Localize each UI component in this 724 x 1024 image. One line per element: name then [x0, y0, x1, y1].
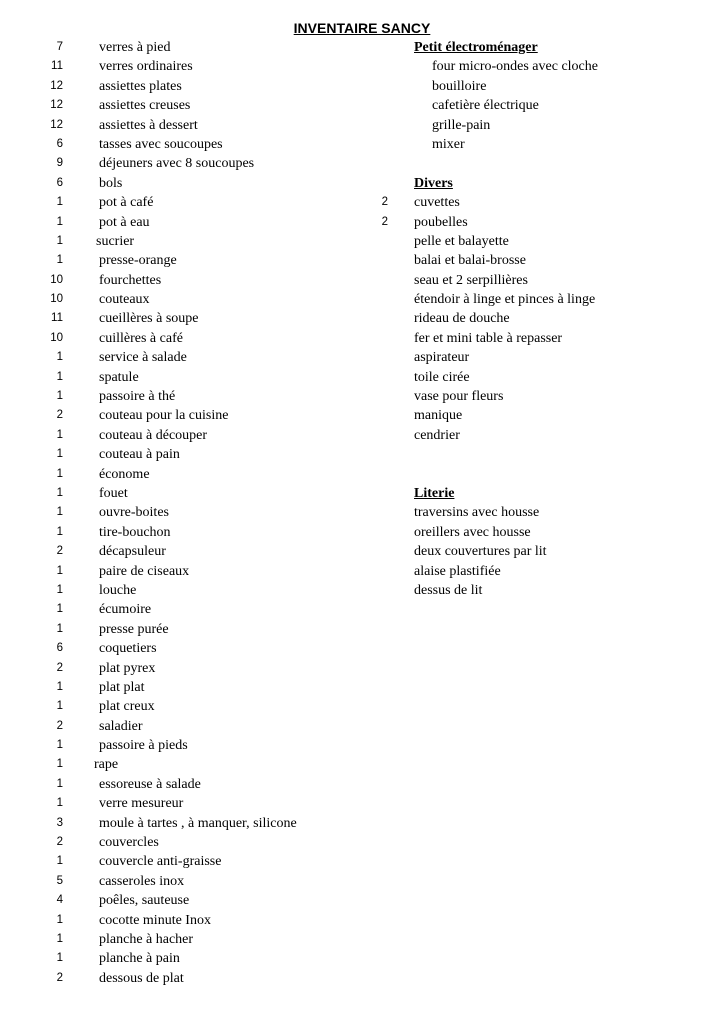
- list-item: [0, 271, 380, 290]
- list-item: [0, 251, 380, 270]
- item-quantity: 2: [381, 196, 388, 209]
- item-name: étendoir à linge et pinces à linge: [414, 292, 596, 308]
- item-quantity: 1: [56, 932, 63, 945]
- item-name: rideau de douche: [414, 311, 510, 327]
- list-item: [0, 930, 380, 949]
- item-name: traversins avec housse: [414, 505, 540, 521]
- item-name: ouvre-boites: [99, 505, 169, 521]
- item-quantity: 1: [56, 855, 63, 868]
- section-heading: Petit électroménager: [414, 40, 538, 55]
- list-item: [350, 251, 724, 270]
- item-quantity: 1: [56, 370, 63, 383]
- item-name: paire de ciseaux: [99, 563, 190, 579]
- item-quantity: 2: [56, 719, 63, 732]
- item-quantity: 3: [56, 816, 63, 829]
- list-item: [0, 426, 380, 445]
- list-item: [0, 833, 380, 852]
- list-item: [350, 426, 724, 445]
- item-name: écumoire: [99, 602, 152, 618]
- item-name: manique: [414, 408, 463, 424]
- item-quantity: 2: [56, 836, 63, 849]
- item-quantity: 4: [56, 894, 63, 907]
- list-item: [350, 193, 724, 212]
- item-name: couteaux: [99, 292, 150, 308]
- item-name: assiettes creuses: [99, 98, 191, 114]
- list-item: [350, 309, 724, 328]
- section-heading: Literie: [414, 485, 455, 501]
- list-item: [0, 852, 380, 871]
- item-name: cuvettes: [414, 195, 460, 211]
- section-petit-electromenager: [350, 38, 724, 57]
- list-item: [0, 38, 380, 57]
- item-quantity: 1: [56, 525, 63, 538]
- list-item: [0, 562, 380, 581]
- item-quantity: 9: [56, 157, 63, 170]
- item-name: sucrier: [96, 233, 135, 249]
- item-quantity: 2: [56, 971, 63, 984]
- item-name: balai et balai-brosse: [414, 253, 526, 269]
- item-name: pot à eau: [99, 214, 150, 230]
- page-title: INVENTAIRE SANCY: [293, 20, 431, 36]
- list-item: [0, 348, 380, 367]
- item-name: presse-orange: [99, 253, 177, 269]
- list-item: [0, 659, 380, 678]
- item-quantity: 6: [56, 137, 63, 150]
- list-item: [0, 77, 380, 96]
- item-name: couteau pour la cuisine: [99, 408, 229, 424]
- item-name: pot à café: [99, 195, 154, 211]
- list-item: [350, 271, 724, 290]
- item-name: passoire à pieds: [99, 738, 188, 754]
- item-name: seau et 2 serpillières: [414, 272, 528, 288]
- item-name: cuillères à café: [99, 330, 183, 346]
- item-quantity: 1: [56, 603, 63, 616]
- list-item: [0, 503, 380, 522]
- item-name: toile cirée: [414, 369, 470, 385]
- list-item: [0, 678, 380, 697]
- item-name: verres à pied: [99, 40, 171, 55]
- item-name: poubelles: [414, 214, 468, 230]
- item-name: four micro-ondes avec cloche: [432, 59, 598, 75]
- item-quantity: 10: [50, 273, 63, 286]
- item-name: mixer: [432, 136, 465, 152]
- list-item: [350, 329, 724, 348]
- item-name: saladier: [99, 718, 143, 734]
- item-quantity: 1: [56, 506, 63, 519]
- list-item: [0, 387, 380, 406]
- item-quantity: 2: [381, 215, 388, 228]
- item-name: bouilloire: [432, 78, 487, 94]
- item-name: coquetiers: [99, 641, 157, 657]
- list-item: [0, 600, 380, 619]
- item-quantity: 1: [56, 234, 63, 247]
- list-item: [0, 542, 380, 561]
- item-quantity: 11: [51, 60, 63, 73]
- list-item: [0, 135, 380, 154]
- list-item: [350, 57, 724, 76]
- item-name: couvercles: [99, 835, 159, 851]
- item-quantity: 1: [56, 486, 63, 499]
- list-item: [0, 154, 380, 173]
- list-item: [350, 368, 724, 387]
- list-item: [0, 523, 380, 542]
- item-quantity: 6: [56, 176, 63, 189]
- section-divers: [350, 174, 724, 193]
- item-name: cocotte minute Inox: [99, 912, 211, 928]
- list-item: [0, 872, 380, 891]
- list-item: [0, 213, 380, 232]
- kitchen-inventory-list: [0, 38, 380, 988]
- item-quantity: 11: [51, 312, 63, 325]
- item-name: économe: [99, 466, 150, 482]
- list-item: [350, 77, 724, 96]
- list-item: [0, 290, 380, 309]
- item-quantity: 2: [56, 661, 63, 674]
- spacer: [350, 154, 724, 173]
- item-quantity: 1: [56, 913, 63, 926]
- list-item: [0, 465, 380, 484]
- list-item: [0, 736, 380, 755]
- list-item: [0, 581, 380, 600]
- item-quantity: 1: [56, 583, 63, 596]
- item-quantity: 12: [50, 79, 63, 92]
- item-name: planche à hacher: [99, 931, 194, 947]
- list-item: [0, 96, 380, 115]
- list-item: [0, 57, 380, 76]
- list-item: [0, 620, 380, 639]
- item-name: poêles, sauteuse: [99, 893, 190, 909]
- list-item: [0, 309, 380, 328]
- item-quantity: 1: [56, 448, 63, 461]
- item-name: bols: [99, 175, 123, 191]
- list-item: [350, 523, 724, 542]
- list-item: [350, 135, 724, 154]
- item-name: tasses avec soucoupes: [99, 136, 223, 152]
- list-item: [0, 445, 380, 464]
- item-name: louche: [99, 582, 137, 598]
- item-name: cafetière électrique: [432, 98, 539, 114]
- list-item: [0, 949, 380, 968]
- list-item: [0, 174, 380, 193]
- list-item: [0, 406, 380, 425]
- item-name: plat pyrex: [99, 660, 156, 676]
- item-name: plat plat: [99, 679, 145, 695]
- list-item: [0, 717, 380, 736]
- item-name: cueillères à soupe: [99, 311, 199, 327]
- list-item: [350, 116, 724, 135]
- list-item: [350, 213, 724, 232]
- item-quantity: 1: [56, 467, 63, 480]
- item-name: verres ordinaires: [99, 59, 193, 75]
- list-item: [350, 581, 724, 600]
- item-quantity: 1: [56, 196, 63, 209]
- item-name: oreillers avec housse: [414, 524, 531, 540]
- list-item: [350, 542, 724, 561]
- item-name: pelle et balayette: [414, 233, 509, 249]
- item-name: assiettes plates: [99, 78, 182, 94]
- list-item: [350, 232, 724, 251]
- spacer: [350, 445, 724, 464]
- item-quantity: 1: [56, 758, 63, 771]
- list-item: [0, 891, 380, 910]
- list-item: [350, 503, 724, 522]
- right-column: [350, 38, 724, 600]
- list-item: [0, 814, 380, 833]
- item-name: cendrier: [414, 427, 460, 443]
- item-quantity: 1: [56, 777, 63, 790]
- list-item: [0, 232, 380, 251]
- item-quantity: 1: [56, 622, 63, 635]
- list-item: [350, 348, 724, 367]
- item-quantity: 10: [50, 293, 63, 306]
- item-quantity: 12: [50, 99, 63, 112]
- list-item: [0, 368, 380, 387]
- list-item: [0, 911, 380, 930]
- list-item: [0, 193, 380, 212]
- item-name: verre mesureur: [99, 796, 184, 812]
- item-name: spatule: [99, 369, 139, 385]
- list-item: [0, 697, 380, 716]
- item-quantity: 1: [56, 215, 63, 228]
- spacer: [350, 465, 724, 484]
- list-item: [0, 755, 380, 774]
- item-quantity: 6: [56, 642, 63, 655]
- item-name: dessous de plat: [99, 970, 184, 986]
- item-quantity: 1: [56, 428, 63, 441]
- list-item: [0, 639, 380, 658]
- item-name: service à salade: [99, 350, 187, 366]
- item-name: presse purée: [99, 621, 169, 637]
- item-quantity: 2: [56, 409, 63, 422]
- item-quantity: 1: [56, 564, 63, 577]
- item-name: couteau à pain: [99, 447, 180, 463]
- list-item: [0, 775, 380, 794]
- item-name: tire-bouchon: [99, 524, 171, 540]
- item-name: dessus de lit: [414, 582, 483, 598]
- item-quantity: 12: [50, 118, 63, 131]
- item-name: fourchettes: [99, 272, 162, 288]
- item-name: planche à pain: [99, 951, 180, 967]
- item-quantity: 1: [56, 952, 63, 965]
- item-name: rape: [94, 757, 119, 773]
- list-item: [0, 484, 380, 503]
- item-name: essoreuse à salade: [99, 776, 201, 792]
- item-name: décapsuleur: [99, 544, 166, 560]
- item-quantity: 5: [56, 874, 63, 887]
- list-item: [0, 969, 380, 988]
- item-quantity: 1: [56, 390, 63, 403]
- item-name: deux couvertures par lit: [414, 544, 547, 560]
- list-item: [350, 406, 724, 425]
- list-item: [350, 387, 724, 406]
- list-item: [350, 562, 724, 581]
- item-quantity: 1: [56, 680, 63, 693]
- item-quantity: 1: [56, 797, 63, 810]
- item-quantity: 7: [56, 41, 63, 53]
- item-name: grille-pain: [432, 117, 491, 133]
- item-name: couvercle anti-graisse: [99, 854, 222, 870]
- item-quantity: 1: [56, 700, 63, 713]
- item-quantity: 10: [50, 331, 63, 344]
- item-name: passoire à thé: [99, 389, 176, 405]
- list-item: [350, 96, 724, 115]
- section-literie: [350, 484, 724, 503]
- item-name: couteau à découper: [99, 427, 208, 443]
- item-name: fouet: [99, 485, 128, 501]
- section-heading: Divers: [414, 175, 453, 191]
- item-name: vase pour fleurs: [414, 389, 504, 405]
- item-name: fer et mini table à repasser: [414, 330, 563, 346]
- item-name: moule à tartes , à manquer, silicone: [99, 815, 297, 831]
- list-item: [0, 116, 380, 135]
- item-quantity: 1: [56, 739, 63, 752]
- item-name: alaise plastifiée: [414, 563, 501, 579]
- item-name: plat creux: [99, 699, 155, 715]
- item-quantity: 2: [56, 545, 63, 558]
- item-quantity: 1: [56, 351, 63, 364]
- item-name: assiettes à dessert: [99, 117, 198, 133]
- list-item: [350, 290, 724, 309]
- item-quantity: 1: [56, 254, 63, 267]
- list-item: [0, 329, 380, 348]
- list-item: [0, 794, 380, 813]
- item-name: casseroles inox: [99, 873, 185, 889]
- item-name: aspirateur: [414, 350, 470, 366]
- item-name: déjeuners avec 8 soucoupes: [99, 156, 255, 172]
